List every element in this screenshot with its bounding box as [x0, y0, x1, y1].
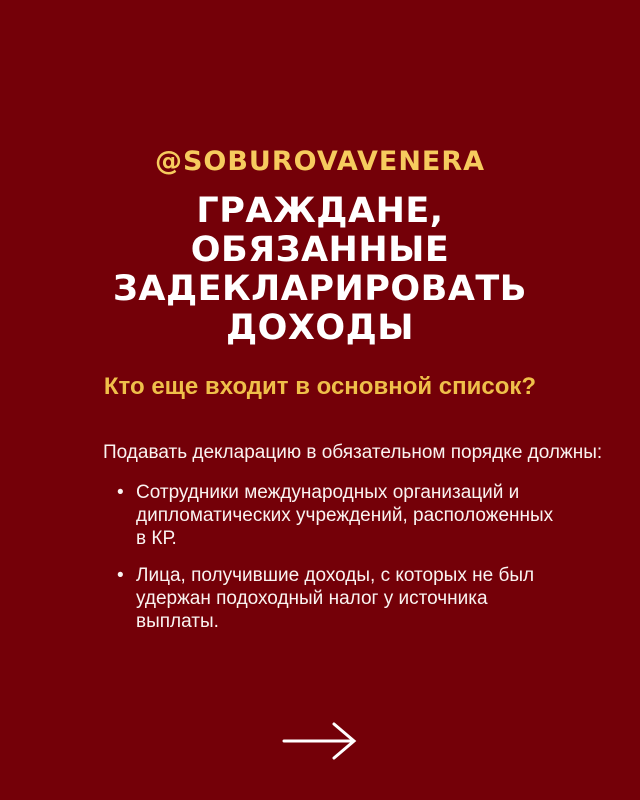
title-line: ЗАДЕКЛАРИРОВАТЬ [113, 269, 527, 309]
intro-text: Подавать декларацию в обязательном порядке должны: [103, 442, 603, 463]
page-title [113, 192, 527, 348]
next-arrow-button[interactable] [281, 721, 359, 761]
arrow-right-icon [282, 722, 358, 760]
list-item: • Сотрудники международных организаций и дипломатических учреждений, расположенных в КР. [136, 481, 567, 550]
title-line: ДОХОДЫ [225, 308, 415, 348]
account-handle: @SOBUROVAVENERA [154, 146, 486, 177]
subtitle-question: Кто еще входит в основной список? [103, 373, 537, 400]
bullet-list [103, 481, 567, 633]
body-text-block [103, 441, 603, 633]
list-item: • Лица, получившие доходы, с которых не был удержан подоходный налог у источника выплаты. [136, 564, 567, 633]
title-line: ОБЯЗАННЫЕ [190, 230, 450, 270]
title-line: ГРАЖДАНЕ, [196, 191, 444, 231]
